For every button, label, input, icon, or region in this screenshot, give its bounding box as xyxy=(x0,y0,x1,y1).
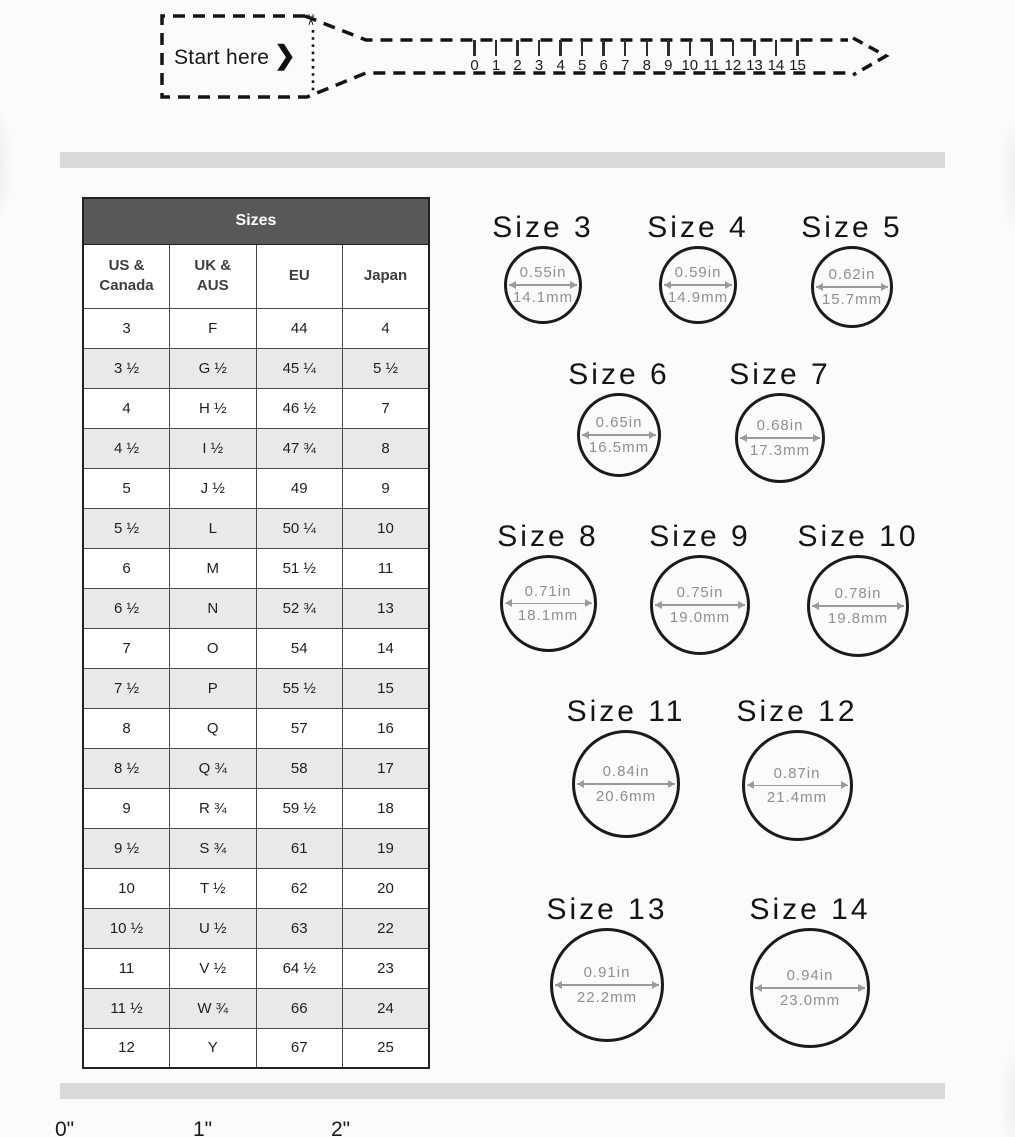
ring-size-label: Size 14 xyxy=(749,893,871,926)
table-row xyxy=(83,1028,429,1068)
tick-number: 2 xyxy=(513,57,522,74)
cell-eu: 59 ½ xyxy=(256,788,343,828)
table-row xyxy=(83,708,429,748)
cell-uk-aus: T ½ xyxy=(170,868,257,908)
ruler-tick xyxy=(767,40,784,74)
ruler-tick xyxy=(595,40,612,74)
cell-eu: 44 xyxy=(256,308,343,348)
table-row xyxy=(83,908,429,948)
tick-mark xyxy=(624,40,627,56)
cell-uk-aus: V ½ xyxy=(170,948,257,988)
diameter-inches: 0.87in xyxy=(773,764,821,782)
cell-eu: 57 xyxy=(256,708,343,748)
cell-uk-aus: P xyxy=(170,668,257,708)
table-row xyxy=(83,388,429,428)
sizer-ruler xyxy=(466,40,806,74)
cell-uk-aus: O xyxy=(170,628,257,668)
diameter-mm: 17.3mm xyxy=(749,441,811,459)
diameter-inches: 0.91in xyxy=(583,964,631,982)
cell-eu: 67 xyxy=(256,1028,343,1068)
cell-japan: 16 xyxy=(343,708,430,748)
ruler-tick xyxy=(660,40,677,74)
tick-mark xyxy=(753,40,756,56)
cell-japan: 25 xyxy=(343,1028,430,1068)
column-header-uk-aus: UK & AUS xyxy=(170,244,257,308)
table-row xyxy=(83,788,429,828)
cell-japan: 23 xyxy=(343,948,430,988)
cell-japan: 22 xyxy=(343,908,430,948)
cell-eu: 58 xyxy=(256,748,343,788)
table-row xyxy=(83,348,429,388)
tick-number: 4 xyxy=(556,57,565,74)
diameter-mm: 15.7mm xyxy=(821,290,883,308)
ruler-tick xyxy=(724,40,741,74)
ruler-tick xyxy=(746,40,763,74)
ring-size-10 xyxy=(768,519,948,657)
diameter-inches: 0.84in xyxy=(602,763,650,781)
cell-eu: 63 xyxy=(256,908,343,948)
ring-size-label: Size 11 xyxy=(566,695,686,728)
ring-circle xyxy=(811,246,893,328)
diameter-arrow-icon xyxy=(747,785,848,787)
diameter-mm: 20.6mm xyxy=(595,787,657,805)
ruler-tick xyxy=(681,40,698,74)
tick-mark xyxy=(602,40,605,56)
inch-mark-0: 0" xyxy=(55,1118,75,1137)
tick-number: 7 xyxy=(621,57,630,74)
diameter-mm: 18.1mm xyxy=(517,607,579,625)
cell-us-canada: 4 ½ xyxy=(83,428,170,468)
cell-eu: 45 ¼ xyxy=(256,348,343,388)
cell-eu: 49 xyxy=(256,468,343,508)
diameter-arrow-icon xyxy=(664,284,732,286)
tick-number: 12 xyxy=(724,57,742,74)
ring-circle xyxy=(572,730,680,838)
divider-bar-bottom xyxy=(60,1083,945,1099)
ring-circle xyxy=(735,393,825,483)
ring-size-label: Size 13 xyxy=(546,893,668,926)
tick-number: 6 xyxy=(599,57,608,74)
ring-size-14 xyxy=(720,892,900,1048)
diameter-mm: 14.9mm xyxy=(667,288,729,306)
ring-size-label: Size 7 xyxy=(729,358,831,391)
cell-us-canada: 7 ½ xyxy=(83,668,170,708)
cell-japan: 9 xyxy=(343,468,430,508)
tick-mark xyxy=(538,40,541,56)
ring-size-label: Size 6 xyxy=(568,358,670,391)
cell-eu: 62 xyxy=(256,868,343,908)
tick-mark xyxy=(710,40,713,56)
ring-size-3 xyxy=(453,210,633,324)
diameter-mm: 19.0mm xyxy=(669,608,731,626)
ruler-tick xyxy=(552,40,569,74)
tick-mark xyxy=(473,40,476,56)
table-title: Sizes xyxy=(83,198,429,244)
ring-size-label: Size 12 xyxy=(736,695,858,728)
ring-circle xyxy=(659,246,737,324)
tick-number: 10 xyxy=(681,57,699,74)
table-row xyxy=(83,988,429,1028)
ring-circle xyxy=(500,555,597,652)
ring-size-label: Size 8 xyxy=(497,520,599,553)
diameter-arrow-icon xyxy=(816,286,888,288)
table-row xyxy=(83,828,429,868)
cell-us-canada: 11 ½ xyxy=(83,988,170,1028)
cell-us-canada: 7 xyxy=(83,628,170,668)
ring-size-label: Size 9 xyxy=(649,520,751,553)
tick-mark xyxy=(732,40,735,56)
diameter-inches: 0.62in xyxy=(828,266,876,284)
column-header-eu: EU xyxy=(256,244,343,308)
diameter-mm: 16.5mm xyxy=(588,438,650,456)
ring-size-label: Size 10 xyxy=(797,520,919,553)
ring-circle xyxy=(550,928,664,1042)
tick-number: 9 xyxy=(664,57,673,74)
cell-japan: 8 xyxy=(343,428,430,468)
start-here-label: Start here xyxy=(174,46,270,69)
cell-japan: 14 xyxy=(343,628,430,668)
ruler-tick xyxy=(638,40,655,74)
ring-size-label: Size 5 xyxy=(801,211,903,244)
cell-us-canada: 10 ½ xyxy=(83,908,170,948)
ruler-tick xyxy=(466,40,483,74)
table-row xyxy=(83,628,429,668)
cell-eu: 64 ½ xyxy=(256,948,343,988)
cell-japan: 7 xyxy=(343,388,430,428)
cell-uk-aus: M xyxy=(170,548,257,588)
diameter-arrow-icon xyxy=(755,987,865,989)
table-row xyxy=(83,948,429,988)
cell-eu: 47 ¾ xyxy=(256,428,343,468)
cell-eu: 51 ½ xyxy=(256,548,343,588)
cell-us-canada: 5 xyxy=(83,468,170,508)
divider-bar-top xyxy=(60,152,945,168)
cell-uk-aus: W ¾ xyxy=(170,988,257,1028)
cell-japan: 19 xyxy=(343,828,430,868)
diameter-mm: 23.0mm xyxy=(779,991,841,1009)
cell-eu: 55 ½ xyxy=(256,668,343,708)
ring-circle xyxy=(650,555,750,655)
column-header-japan: Japan xyxy=(343,244,430,308)
ruler-tick xyxy=(574,40,591,74)
ring-circle xyxy=(750,928,870,1048)
diameter-inches: 0.75in xyxy=(676,584,724,602)
cell-eu: 50 ¼ xyxy=(256,508,343,548)
diameter-inches: 0.59in xyxy=(674,264,722,282)
scissors-icon: ✂ xyxy=(301,13,319,27)
cell-uk-aus: Q xyxy=(170,708,257,748)
tick-mark xyxy=(516,40,519,56)
ruler-tick xyxy=(509,40,526,74)
ruler-tick xyxy=(789,40,806,74)
tick-number: 0 xyxy=(470,57,479,74)
ring-size-6 xyxy=(529,357,709,477)
ring-size-label: Size 4 xyxy=(647,211,749,244)
tick-mark xyxy=(581,40,584,56)
cell-us-canada: 5 ½ xyxy=(83,508,170,548)
diameter-arrow-icon xyxy=(582,434,656,436)
tick-number: 5 xyxy=(577,57,587,74)
ring-circle xyxy=(577,393,661,477)
page-curl-shadow xyxy=(0,105,14,225)
ring-size-5 xyxy=(762,210,942,328)
table-row xyxy=(83,668,429,708)
ruler-tick xyxy=(488,40,505,74)
cell-us-canada: 3 xyxy=(83,308,170,348)
cell-us-canada: 12 xyxy=(83,1028,170,1068)
cell-uk-aus: Y xyxy=(170,1028,257,1068)
cell-japan: 24 xyxy=(343,988,430,1028)
ring-circle xyxy=(807,555,909,657)
tick-mark xyxy=(495,40,498,56)
ring-size-12 xyxy=(707,694,887,841)
cell-eu: 66 xyxy=(256,988,343,1028)
diameter-inches: 0.94in xyxy=(786,967,834,985)
cell-japan: 5 ½ xyxy=(343,348,430,388)
cell-uk-aus: H ½ xyxy=(170,388,257,428)
ruler-tick xyxy=(531,40,548,74)
tick-number: 8 xyxy=(642,57,651,74)
ring-size-11 xyxy=(536,694,716,838)
cell-uk-aus: L xyxy=(170,508,257,548)
diameter-mm: 22.2mm xyxy=(576,988,638,1006)
ring-size-4 xyxy=(608,210,788,324)
table-row xyxy=(83,748,429,788)
cell-eu: 61 xyxy=(256,828,343,868)
table-row xyxy=(83,508,429,548)
cell-japan: 15 xyxy=(343,668,430,708)
ring-size-label: Size 3 xyxy=(492,211,594,244)
cell-us-canada: 11 xyxy=(83,948,170,988)
column-header-us-canada: US & Canada xyxy=(83,244,170,308)
cell-japan: 13 xyxy=(343,588,430,628)
cell-japan: 4 xyxy=(343,308,430,348)
cell-uk-aus: Q ¾ xyxy=(170,748,257,788)
diameter-inches: 0.55in xyxy=(519,264,567,282)
tick-mark xyxy=(646,40,649,56)
cell-eu: 46 ½ xyxy=(256,388,343,428)
table-header-row xyxy=(83,244,429,308)
cell-us-canada: 6 ½ xyxy=(83,588,170,628)
cell-uk-aus: N xyxy=(170,588,257,628)
page-curl-shadow xyxy=(999,115,1015,235)
cell-us-canada: 6 xyxy=(83,548,170,588)
diameter-mm: 21.4mm xyxy=(766,789,828,807)
cell-japan: 20 xyxy=(343,868,430,908)
inch-mark-1: 1" xyxy=(193,1118,213,1137)
chevron-right-icon: ❯ xyxy=(274,40,296,70)
ruler-tick xyxy=(617,40,634,74)
table-row xyxy=(83,548,429,588)
cell-uk-aus: J ½ xyxy=(170,468,257,508)
table-row xyxy=(83,588,429,628)
table-row xyxy=(83,428,429,468)
tick-mark xyxy=(559,40,562,56)
table-row xyxy=(83,468,429,508)
tick-number: 1 xyxy=(491,57,501,74)
tick-number: 11 xyxy=(703,57,720,74)
table-row xyxy=(83,868,429,908)
tick-number: 15 xyxy=(789,57,806,74)
cell-us-canada: 4 xyxy=(83,388,170,428)
diameter-mm: 14.1mm xyxy=(512,288,574,306)
tick-number: 3 xyxy=(534,57,544,74)
tick-mark xyxy=(796,40,799,56)
cell-japan: 18 xyxy=(343,788,430,828)
cell-us-canada: 3 ½ xyxy=(83,348,170,388)
diameter-mm: 19.8mm xyxy=(827,609,889,627)
cell-uk-aus: U ½ xyxy=(170,908,257,948)
cell-eu: 52 ¾ xyxy=(256,588,343,628)
tick-number: 14 xyxy=(767,57,785,74)
page-curl-shadow xyxy=(999,1040,1015,1137)
tick-mark xyxy=(689,40,692,56)
cell-uk-aus: S ¾ xyxy=(170,828,257,868)
inch-mark-2: 2" xyxy=(331,1118,351,1137)
diameter-arrow-icon xyxy=(505,603,592,605)
table-title-row xyxy=(83,198,429,244)
cell-japan: 10 xyxy=(343,508,430,548)
diameter-inches: 0.78in xyxy=(834,585,882,603)
diameter-arrow-icon xyxy=(555,984,659,986)
diameter-arrow-icon xyxy=(509,284,577,286)
cell-uk-aus: R ¾ xyxy=(170,788,257,828)
cell-eu: 54 xyxy=(256,628,343,668)
tick-number: 13 xyxy=(746,57,763,74)
diameter-inches: 0.68in xyxy=(756,417,804,435)
tick-mark xyxy=(775,40,778,56)
diameter-inches: 0.71in xyxy=(524,582,572,600)
ring-size-9 xyxy=(610,519,790,655)
table-row xyxy=(83,308,429,348)
diameter-inches: 0.65in xyxy=(595,414,643,432)
ring-size-7 xyxy=(690,357,870,483)
sizes-table xyxy=(82,197,430,1069)
cell-us-canada: 8 xyxy=(83,708,170,748)
diameter-arrow-icon xyxy=(655,604,745,606)
diameter-arrow-icon xyxy=(577,783,675,785)
diameter-arrow-icon xyxy=(812,605,904,607)
cell-uk-aus: F xyxy=(170,308,257,348)
cell-uk-aus: G ½ xyxy=(170,348,257,388)
diameter-arrow-icon xyxy=(740,437,820,439)
ring-circle xyxy=(504,246,582,324)
cell-us-canada: 10 xyxy=(83,868,170,908)
ruler-tick xyxy=(703,40,720,74)
cell-us-canada: 9 ½ xyxy=(83,828,170,868)
cell-us-canada: 8 ½ xyxy=(83,748,170,788)
cell-us-canada: 9 xyxy=(83,788,170,828)
ring-circle xyxy=(742,730,853,841)
cell-uk-aus: I ½ xyxy=(170,428,257,468)
cell-japan: 11 xyxy=(343,548,430,588)
tick-mark xyxy=(667,40,670,56)
ring-size-13 xyxy=(517,892,697,1042)
cell-japan: 17 xyxy=(343,748,430,788)
